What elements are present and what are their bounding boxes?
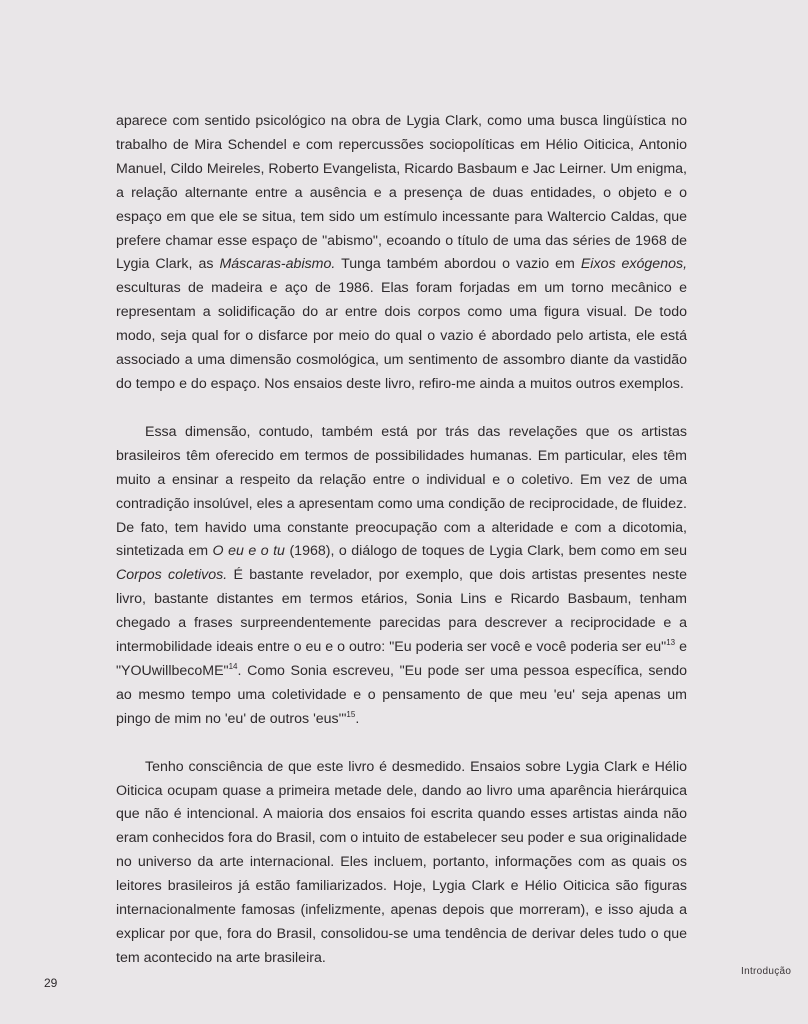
footnote-ref: 13 <box>666 638 676 648</box>
text-run: Tenho consciência de que este livro é desmedido. Ensaios sobre Lygia Clark e Hélio Oiticica ocupam quase a primeira metade dele, dando ao livro uma aparência hierárquica que não é intencional. A maioria dos ensaios foi escrita quando esses artistas ainda não eram conhecidos fora do Brasil, com o intuito de estabelecer seu poder e sua originalidade no universo da arte internacional. Eles incluem, portanto, informações com as quais os leitores brasileiros já estão familiarizados. Hoje, Lygia Clark e Hélio Oiticica são figuras internacionalmente famosas (infelizmente, apenas depois que morreram), e isso ajuda a explicar por que, fora do Brasil, consolidou-se uma tendência de derivar deles tudo o que tem acontecido na arte brasileira. <box>116 758 687 966</box>
paragraph-1 <box>116 110 687 397</box>
text-run: Essa dimensão, contudo, também está por trás das revelações que os artistas brasileiros têm oferecido em termos de possibilidades humanas. Em particular, eles têm muito a ensinar a respeito da relação entre o individual e o coletivo. Em vez de uma contradição insolúvel, eles a apresentam como uma condição de reciprocidade, de fluidez. De fato, tem havido uma constante preocupação com a alteridade e com a dicotomia, sintetizada em <box>116 423 687 560</box>
text-run: esculturas de madeira e aço de 1986. Elas foram forjadas em um torno mecânico e representam a solidificação do ar entre dois corpos como uma figura visual. De todo modo, seja qual for o disfarce por meio do qual o vazio é abordado pelo artista, ele está associado a uma dimensão cosmológica, um sentimento de assombro diante da vastidão do tempo e do espaço. Nos ensaios deste livro, refiro-me ainda a muitos outros exemplos. <box>116 280 687 392</box>
paragraph-3 <box>116 756 687 971</box>
text-run: aparece com sentido psicológico na obra de Lygia Clark, como uma busca lingüística no trabalho de Mira Schendel e com repercussões sociopolíticas em Hélio Oiticica, Antonio Manuel, Cildo Meireles, Roberto Evangelista, Ricardo Basbaum e Jac Leirner. Um enigma, a relação alternante entre a ausência e a presença de duas entidades, o objeto e o espaço em que ele se situa, tem sido um estímulo incessante para Waltercio Caldas, que prefere chamar esse espaço de "abismo", ecoando o título de uma das séries de 1968 de Lygia Clark, as <box>116 113 687 273</box>
footnote-ref: 14 <box>228 661 238 671</box>
page-number: 29 <box>44 976 58 990</box>
body-text <box>116 110 687 971</box>
text-run: e "YOUwillbecoME" <box>116 639 687 679</box>
paragraph-2 <box>116 421 687 732</box>
text-run: Tunga também abordou o vazio em <box>335 256 581 273</box>
artwork-title: O eu e o tu <box>212 543 285 560</box>
artwork-title: Eixos exógenos, <box>580 256 688 273</box>
running-head: Introdução <box>741 966 792 977</box>
text-run: . <box>355 710 360 727</box>
footnote-ref: 15 <box>346 709 356 719</box>
artwork-title: Máscaras-abismo. <box>219 256 336 273</box>
text-run: (1968), o diálogo de toques de Lygia Clark, bem como em seu <box>284 543 687 560</box>
text-run: . Como Sonia escreveu, "Eu pode ser uma pessoa específica, sendo ao mesmo tempo uma coletividade e o pensamento de que meu 'eu' seja apenas um pingo de mim no 'eu' de outros 'eus'" <box>116 662 687 727</box>
artwork-title: Corpos coletivos. <box>116 567 228 584</box>
text-run: É bastante revelador, por exemplo, que dois artistas presentes neste livro, bastante distantes em termos etários, Sonia Lins e Ricardo Basbaum, tenham chegado a frases surpreendentemente parecidas para descrever a reciprocidade e a intermobilidade ideais entre o eu e o outro: "Eu poderia ser você e você poderia ser eu" <box>116 567 687 656</box>
